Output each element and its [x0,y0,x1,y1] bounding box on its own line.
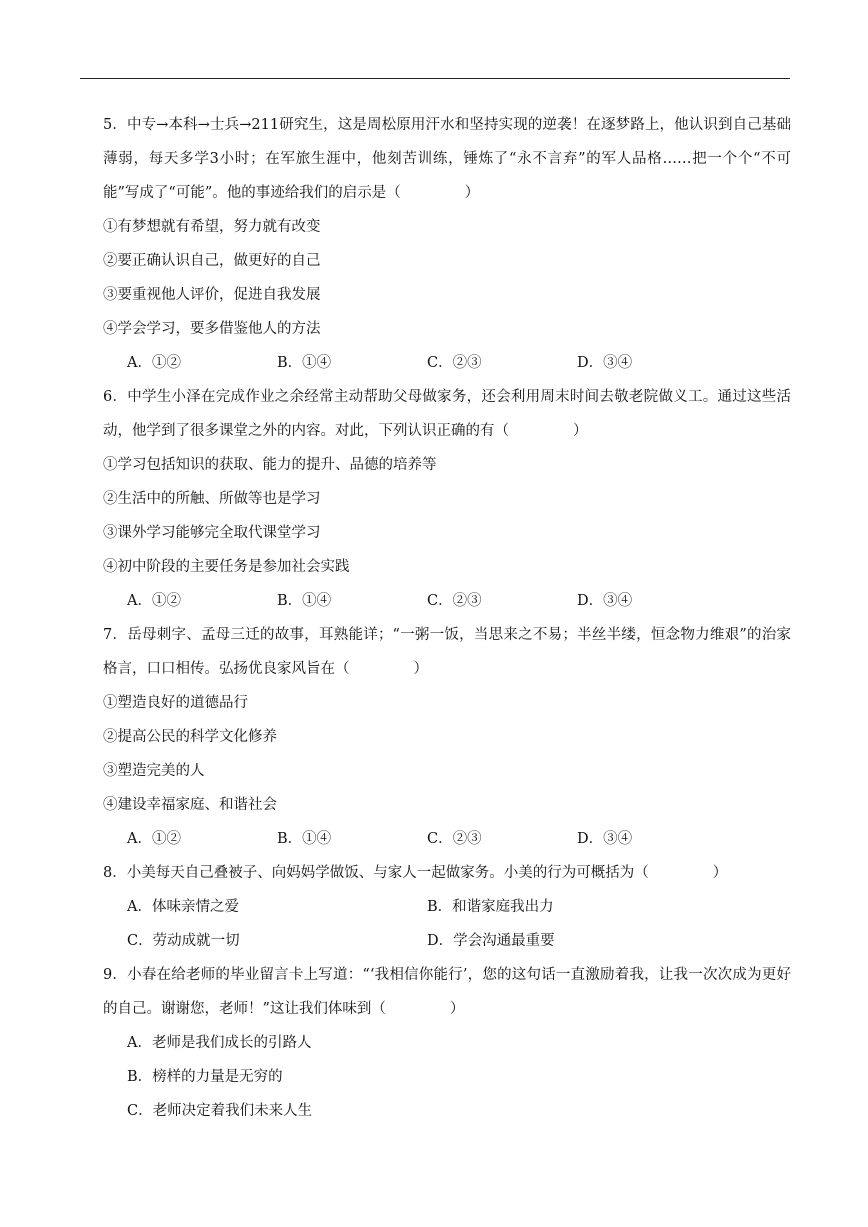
options-row [103,346,791,380]
statement: ④建设幸福家庭、和谐社会 [103,797,277,813]
statement: ①有梦想就有希望，努力就有改变 [103,219,321,235]
option-c[interactable]: C．②③ [427,831,482,847]
options-row [103,822,791,856]
options-row [103,924,791,958]
statement: ③课外学习能够完全取代课堂学习 [103,525,321,541]
option-a[interactable]: A．体味亲情之爱 [127,899,239,915]
option-b[interactable]: B．①④ [277,831,332,847]
question-5 [103,108,791,380]
option-b[interactable]: B．①④ [277,593,332,609]
question-8 [103,856,791,958]
option-c[interactable]: C．②③ [427,593,482,609]
option-a[interactable]: A．①② [127,593,181,609]
question-stem: 7．岳母刺字、孟母三迁的故事，耳熟能详；“一粥一饭，当思来之不易；半丝半缕，恒念物力维艰”的治家格言，口口相传。弘扬优良家风旨在（ ） [103,627,791,677]
statement: ②要正确认识自己，做更好的自己 [103,253,321,269]
option-d[interactable]: D．学会沟通最重要 [427,933,555,949]
statement: ④学会学习，要多借鉴他人的方法 [103,321,321,337]
header-rule [80,78,790,79]
option-b[interactable]: B．榜样的力量是无穷的 [127,1069,283,1085]
option-c[interactable]: C．②③ [427,355,482,371]
option-c[interactable]: C．劳动成就一切 [127,933,240,949]
statement: ②生活中的所触、所做等也是学习 [103,491,321,507]
option-d[interactable]: D．③④ [577,593,633,609]
option-b[interactable]: B．和谐家庭我出力 [427,899,554,915]
option-a[interactable]: A．老师是我们成长的引路人 [127,1035,312,1051]
option-a[interactable]: A．①② [127,831,181,847]
option-a[interactable]: A．①② [127,355,181,371]
statement: ①学习包括知识的获取、能力的提升、品德的培养等 [103,457,437,473]
question-7 [103,618,791,856]
option-d[interactable]: D．③④ [577,355,633,371]
question-9 [103,958,791,1128]
question-list [103,108,791,1128]
statement: ④初中阶段的主要任务是参加社会实践 [103,559,350,575]
option-d[interactable]: D．③④ [577,831,633,847]
statement: ②提高公民的科学文化修养 [103,729,277,745]
statement: ③要重视他人评价，促进自我发展 [103,287,321,303]
option-b[interactable]: B．①④ [277,355,332,371]
question-stem: 5．中专→本科→士兵→211研究生，这是周松原用汗水和坚持实现的逆袭！在逐梦路上，他认识到自己基础薄弱，每天多学3小时；在军旅生涯中，他刻苦训练，锤炼了“永不言弃”的军人品格……把一个个“不可能”写成了“可能”。他的事迹给我们的启示是（ ） [103,117,791,201]
options-row [103,584,791,618]
question-stem: 6．中学生小泽在完成作业之余经常主动帮助父母做家务，还会利用周末时间去敬老院做义工。通过这些活动，他学到了很多课堂之外的内容。对此，下列认识正确的有（ ） [103,389,791,439]
statement: ③塑造完美的人 [103,763,205,779]
statement: ①塑造良好的道德品行 [103,695,248,711]
options-row [103,890,791,924]
option-c[interactable]: C．老师决定着我们未来人生 [127,1103,313,1119]
question-6 [103,380,791,618]
question-stem: 8．小美每天自己叠被子、向妈妈学做饭、与家人一起做家务。小美的行为可概括为（ ） [103,865,728,881]
question-stem: 9．小春在给老师的毕业留言卡上写道：“‘我相信你能行’，您的这句话一直激励着我，让我一次次成为更好的自己。谢谢您，老师！”这让我们体味到（ ） [103,967,791,1017]
